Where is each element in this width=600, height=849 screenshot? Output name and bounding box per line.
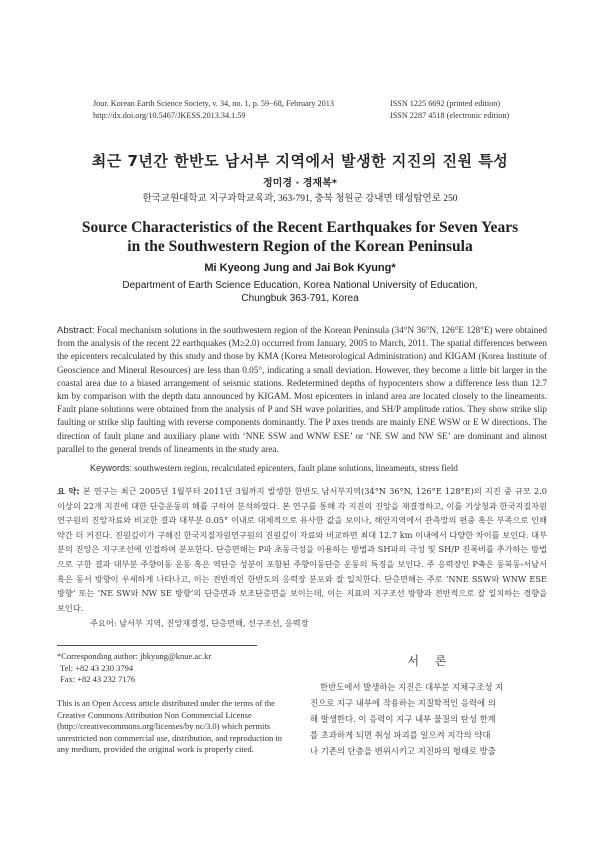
issn-electronic: ISSN 2287 4518 (electronic edition) [390,111,510,120]
keywords-label: Keywords: [90,463,133,473]
english-title-line-1: Source Characteristics of the Recent Earthquakes for Seven Years [81,219,519,236]
issn-header [390,98,509,122]
english-affiliation-line-2: Chungbuk 363-791, Korea [241,293,359,304]
section-title-introduction: 서 론 [407,654,453,668]
introduction-text [310,679,546,759]
english-affiliation-line-1: Department of Earth Science Education, Korea National University of Education, [122,280,478,291]
abstract-text: Focal mechanism solutions in the southwestern region of the Korean Peninsula (34°N 36°N, 126°E 128°E) were obtained from the analysis of the recent 22 earthquakes (M≥2.0) occurred from January, 2005 to March, 2011. The spatial differences between the epicenters recalculated by this study and those by KMA (Korea Meteorological Administration) and KIGAM (Korea Institute of Geoscience and Mineral Resources) are less than 0.05°, indicating a small deviation. However, they become a little bit larger in the coastal area due to a biased arrangement of seismic stations. Redetermined depths of hypocenters show a difference less than 12.7 km by comparison with the depth data announced by KIGAM. Most epicenters in inland area are located closely to the lineaments. Fault plane solutions were obtained from the analysis of P and SH wave polarities, and SH/P amplitude ratios. They show strike slip faulting or strike slip faulting with reverse components dominantly. The P axes trends are mainly ENE WSW or E W directions. The direction of fault plane and auxiliary plane with ‘NNE SSW and WNW ESE’ or ‘NE SW and NW SE’ are dominant and almost parallel to the general trends of lineaments in the study area. [57,325,548,454]
english-title [0,218,600,256]
intro-line: 진으로 지구 내부에 작용하는 지질학적인 응력에 의 [310,698,496,708]
korean-affiliation: 한국교원대학교 지구과학교육과, 363-791, 충북 청원군 강내면 태성탑연로 250 [142,194,458,204]
journal-citation: Jour. Korean Earth Science Society, v. 34, no. 1, p. 59−68, February 2013 [93,99,334,108]
footnote-divider [57,645,257,646]
korean-authors: 정미경 · 경재복* [263,178,337,189]
keywords [90,463,550,473]
keywords-text: southwestern region, recalculated epicenters, fault plane solutions, lineaments, stress field [134,463,458,473]
korean-title: 최근 7년간 한반도 남서부 지역에서 발생한 지진의 진원 특성 [91,152,509,170]
issn-print: ISSN 1225 6692 (printed edition) [390,99,501,108]
doi-link[interactable]: http://dx.doi.org/10.5467/JKESS.2013.34.1.59 [93,111,246,120]
english-authors: Mi Kyeong Jung and Jai Bok Kyung* [204,262,396,274]
abstract-label: Abstract: [57,325,95,336]
korean-abstract-label: 요 약: [57,486,80,496]
fax: Fax: +82 43 232 7176 [60,674,136,684]
english-title-line-2: in the Southwestern Region of the Korean Peninsula [127,238,473,255]
english-affiliation [0,279,600,305]
corresponding-author: *Corresponding author: jbkyung@knue.ac.kr [57,651,212,661]
journal-header [93,98,334,122]
intro-line: 나 기존의 단층을 변위시키고 지진파의 형태로 방출 [310,746,496,756]
intro-line: 해 발생한다. 이 응력이 지구 내부 물질의 탄성 한계 [310,714,496,724]
korean-keywords [90,618,309,629]
abstract [57,324,547,456]
korean-keywords-label: 주요어: [90,618,117,628]
license-notice: This is an Open Access article distributed under the terms of the Creative Commons Attribution Non Commercial License (http://creativecommons.org/licenses/by nc/3.0) which permits unrestricted non commercial use, distribution, and reproduction in any medium, provided the original work is properly cited. [57,698,282,754]
correspondence-block [57,651,287,686]
intro-line: 를 초과하게 되면 취성 파괴를 일으켜 지각의 약대 [310,730,491,740]
telephone: Tel: +82 43 230 3794 [60,662,134,673]
korean-keywords-text: 남서부 지역, 진앙재결정, 단층면해, 선구조선, 응력장 [119,618,309,628]
intro-line: 한반도에서 발생하는 지진은 대부분 지체구조성 지 [320,682,504,692]
korean-abstract-text: 본 연구는 최근 2005년 1월부터 2011년 3월까지 발생한 한반도 남서부지역(34°N 36°N, 126°E 128°E)의 지진 중 규모 2.0 이상의 22개 지진에 대한 단층운동의 해를 구하여 분석하였다. 본 연구를 통해 각 지진의 진앙을 재결정하고, 이를 기상청과 한국지질자원연구원의 진앙자료와 비교한 결과 대부분 0.05° 이내로 대체적으로 유사한 값을 보이나, 해안지역에서 관측망의 편중 혹은 부족으로 인해 약간 더 커진다. 진원깊이가 구해진 한국지질자원연구원의 진원깊이 자료와 비교하면 최대 12.7 km 이내에서 다양한 차이를 보인다. 대부분의 진앙은 지구조선에 인접하여 분포한다. 단층면해는 P파 초동극성을 이용하는 방법과 SH파의 극성 및 SH/P 진폭비를 추가하는 방법으로 구한 결과 대부분 주향이동 운동 혹은 역단층 성분이 포함된 주향이동단층 운동의 특징을 보인다. 주 응력장인 P축은 동북동-서남서 혹은 동서 방향이 우세하게 나타나고, 이는 전반적인 한반도의 응력장 분포와 잘 일치한다. 단층면해는 주로 ‘NNE SSW와 WNW ESE 방향’ 또는 ‘NE SW와 NW SE 방향’의 단층면과 보조단층면을 보이는데, 이는 지표의 지구조선 방향과 전반적으로 잘 일치하는 경향을 보인다. [57,486,547,613]
korean-abstract [57,484,547,615]
